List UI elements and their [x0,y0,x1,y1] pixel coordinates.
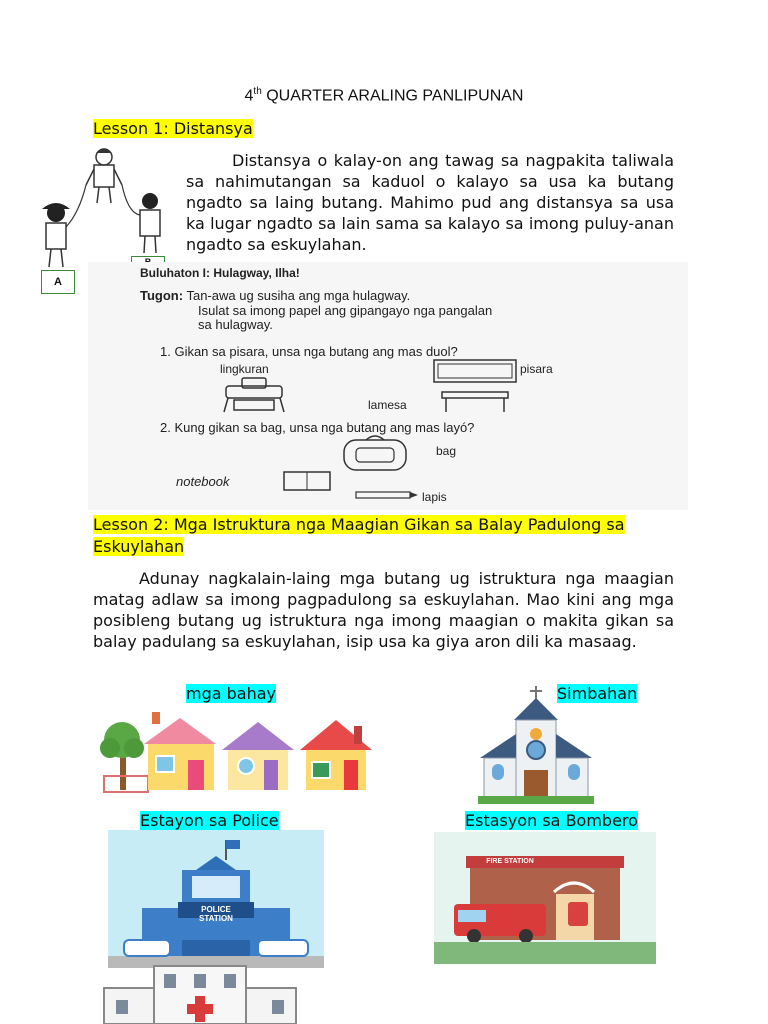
house-purple-icon [222,722,294,790]
item-lapis: lapis [422,490,447,504]
question-2: 2. Kung gikan sa bag, unsa nga butang ang mas layó? [160,420,475,435]
worksheet-image [88,262,688,510]
caption-houses-wrap [186,684,276,703]
lesson1-paragraph: Distansya o kalay-on ang tawag sa nagpakita taliwala sa nahimutangan sa kaduol o kalayo sa usa ka butang ngadto sa laing butang. Mahimo pud ang distansya sa usa ka lugar ngadto sa lain sama sa kalayo sa imong puluy-anan ngadto sa eskuylahan. [186,151,674,254]
item-lamesa: lamesa [368,398,407,412]
caption-police: Estayon sa Police [140,811,279,830]
lesson2-heading-wrap [93,514,683,558]
police-car-left-icon [124,940,170,956]
lesson2-paragraph-wrap [93,568,674,652]
caption-church: Simbahan [557,684,638,703]
caption-fire: Estasyon sa Bombero [465,811,638,830]
label-box-a: A [41,270,75,294]
lesson1-heading: Lesson 1: Distansya [93,119,253,138]
tugon-label: Tugon: [140,288,184,303]
item-notebook: notebook [176,474,230,489]
blackboard-icon [432,358,518,386]
page-title [0,86,768,105]
bell-icon [530,728,542,740]
title-superscript: th [253,86,262,97]
worksheet-tugon [140,288,410,303]
fire-truck-small-icon [568,902,588,926]
lesson1-paragraph-wrap [186,150,674,255]
table-icon [440,390,510,414]
caption-police-wrap [140,811,279,830]
police-car-right-icon [258,940,308,956]
tree-icon [100,722,148,792]
title-text: QUARTER ARALING PANLIPUNAN [266,87,524,105]
item-pisara: pisara [520,362,553,376]
bag-icon [338,434,412,474]
pencil-icon [354,490,420,500]
lesson1-heading-wrap [93,118,253,140]
house-pink-icon [144,712,216,790]
fire-sign: FIRE STATION [486,858,534,865]
hospital-illustration [100,964,300,1024]
house-red-roof-icon [300,720,372,790]
worksheet-title: Buluhaton I: Hulagway, Ilha! [140,266,300,280]
question-1: 1. Gikan sa pisara, unsa nga butang ang mas duol? [160,344,458,359]
caption-houses: mga bahay [186,684,277,703]
houses-illustration [100,710,372,796]
church-illustration [472,684,602,810]
notebook-icon [282,470,332,492]
fire-station-illustration [434,832,656,964]
item-lingkuran: lingkuran [220,362,269,376]
caption-fire-wrap [465,811,638,830]
lesson2-heading: Lesson 2: Mga Istruktura nga Maagian Gikan sa Balay Padulong sa Eskuylahan [93,515,625,556]
tugon-line1: Tan-awa ug susiha ang mga hulagway. [186,288,411,303]
tugon-line2: Isulat sa imong papel ang gipangayo nga pangalan [198,303,493,318]
lesson2-paragraph: Adunay nagkalain-laing mga butang ug istruktura nga maagian matag adlaw sa imong pagpadulong sa eskuylahan. Mao kini ang mga posibleng butang ug istruktura nga imong maagian o makita gikan sa balay padulang sa eskuylahan, isip usa ka giya aron dili ka masaag. [93,569,674,651]
police-station-illustration [108,830,324,968]
police-sign: POLICE STATION [199,905,233,923]
item-bag: bag [436,444,457,458]
chair-icon [218,376,290,416]
title-ordinal: 4 [244,87,254,105]
tugon-line3: sa hulagway. [198,317,273,332]
